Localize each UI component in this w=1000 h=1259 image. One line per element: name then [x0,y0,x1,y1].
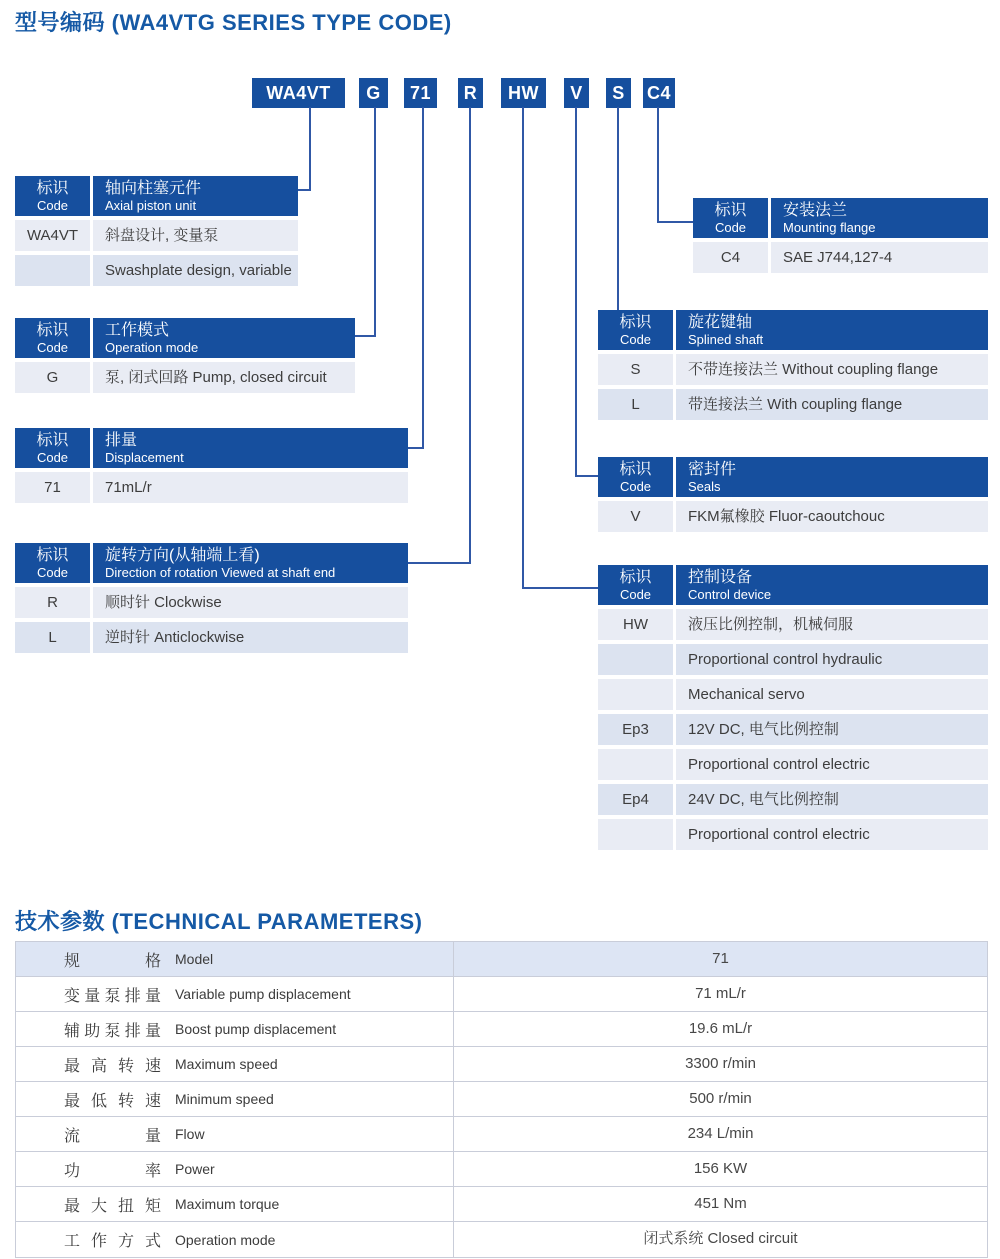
parameter-label: 功 率 Power [16,1152,454,1186]
table-row: WA4VT 斜盘设计, 变量泵 [15,220,298,251]
title-header-cell: 工作模式 Operation mode [93,318,355,358]
table-row: Ep3 12V DC, 电气比例控制 [598,714,988,745]
code-header-cell: 标识 Code [598,457,673,497]
parameter-value: 234 L/min [687,1125,754,1142]
parameter-value: 3300 r/min [685,1055,756,1072]
parameter-value: 71 mL/r [695,985,746,1002]
code-segment-71: 71 [404,78,437,108]
parameter-label: 规 格 Model [16,942,454,976]
connector-elbow-hw [522,587,598,589]
table-row: L 逆时针 Anticlockwise [15,622,408,653]
connector-line-s [617,107,619,310]
table-header [15,318,355,358]
connector-line-r [469,107,471,564]
table-row: S 不带连接法兰 Without coupling flange [598,354,988,385]
title-header-cell: 旋花键轴 Splined shaft [676,310,988,350]
table-row [16,977,987,1012]
table-row: 71 71mL/r [15,472,408,503]
connector-elbow-r [408,562,471,564]
table-row: C4 SAE J744,127-4 [693,242,988,273]
type-code-section-title: 型号编码 (WA4VTG SERIES TYPE CODE) [15,10,452,35]
table-row [16,1117,987,1152]
code-segment-v: V [564,78,589,108]
code-segment-wa4vt: WA4VT [252,78,345,108]
parameter-label: 变量泵排量 Variable pump displacement [16,977,454,1011]
connector-line-v [575,107,577,477]
connector-elbow-71 [408,447,424,449]
operation-mode-table [15,318,355,393]
title-header-cell: 控制设备 Control device [676,565,988,605]
connector-line-hw [522,107,524,589]
parameter-label: 最低转速 Minimum speed [16,1082,454,1116]
code-header-cell: 标识 Code [15,543,90,583]
seals-table [598,457,988,532]
title-header-cell: 排量 Displacement [93,428,408,468]
displacement-table [15,428,408,503]
code-header-cell: 标识 Code [15,318,90,358]
connector-elbow-wa4vt [298,189,311,191]
table-row: Ep4 24V DC, 电气比例控制 [598,784,988,815]
table-header [598,310,988,350]
code-segment-hw: HW [501,78,546,108]
connector-elbow-c4 [657,221,693,223]
rotation-direction-table [15,543,408,653]
connector-line-c4 [657,107,659,223]
parameter-value: 71 [712,950,729,967]
table-row [16,1222,987,1257]
title-header-cell: 密封件 Seals [676,457,988,497]
table-row: V FKM氟橡胶 Fluor-caoutchouc [598,501,988,532]
table-row: Proportional control electric [598,819,988,850]
parameter-label: 流 量 Flow [16,1117,454,1151]
mounting-flange-table [693,198,988,273]
parameter-label: 最高转速 Maximum speed [16,1047,454,1081]
table-header [598,565,988,605]
table-row: Mechanical servo [598,679,988,710]
axial-piston-unit-table [15,176,298,286]
parameter-value: 闭式系统 Closed circuit [643,1230,798,1247]
connector-elbow-v [575,475,598,477]
table-header [15,428,408,468]
connector-line-wa4vt [309,107,311,191]
code-header-cell: 标识 Code [693,198,768,238]
table-row [16,942,987,977]
code-segment-c4: C4 [643,78,675,108]
connector-line-g [374,107,376,337]
table-row: G 泵, 闭式回路 Pump, closed circuit [15,362,355,393]
table-header [598,457,988,497]
title-header-cell: 轴向柱塞元件 Axial piston unit [93,176,298,216]
table-header [15,543,408,583]
connector-elbow-g [355,335,376,337]
table-row: L 带连接法兰 With coupling flange [598,389,988,420]
code-header-cell: 标识 Code [15,176,90,216]
table-row: HW 液压比例控制，机械伺服 [598,609,988,640]
code-header-cell: 标识 Code [15,428,90,468]
splined-shaft-table [598,310,988,420]
table-row: Swashplate design, variable [15,255,298,286]
parameter-value: 19.6 mL/r [688,1020,753,1037]
parameter-value: 500 r/min [689,1090,752,1107]
code-header-cell: 标识 Code [598,310,673,350]
table-row: R 顺时针 Clockwise [15,587,408,618]
table-row [16,1187,987,1222]
table-row [16,1047,987,1082]
table-header [15,176,298,216]
parameter-value: 451 Nm [694,1195,747,1212]
code-segment-g: G [359,78,388,108]
control-device-table [598,565,988,850]
parameter-label: 最大扭矩 Maximum torque [16,1187,454,1221]
table-row: Proportional control electric [598,749,988,780]
code-segment-r: R [458,78,483,108]
table-row [16,1152,987,1187]
table-row [16,1012,987,1047]
table-row [16,1082,987,1117]
technical-parameters-section-title: 技术参数 (TECHNICAL PARAMETERS) [15,909,423,934]
table-row: Proportional control hydraulic [598,644,988,675]
technical-parameters-table [15,941,988,1258]
table-header [693,198,988,238]
title-header-cell: 安装法兰 Mounting flange [771,198,988,238]
parameter-label: 工作方式 Operation mode [16,1222,454,1257]
title-header-cell: 旋转方向(从轴端上看) Direction of rotation Viewed at shaft end [93,543,408,583]
parameter-label: 辅助泵排量 Boost pump displacement [16,1012,454,1046]
parameter-value: 156 KW [693,1160,748,1177]
code-segment-s: S [606,78,631,108]
code-header-cell: 标识 Code [598,565,673,605]
connector-line-71 [422,107,424,449]
